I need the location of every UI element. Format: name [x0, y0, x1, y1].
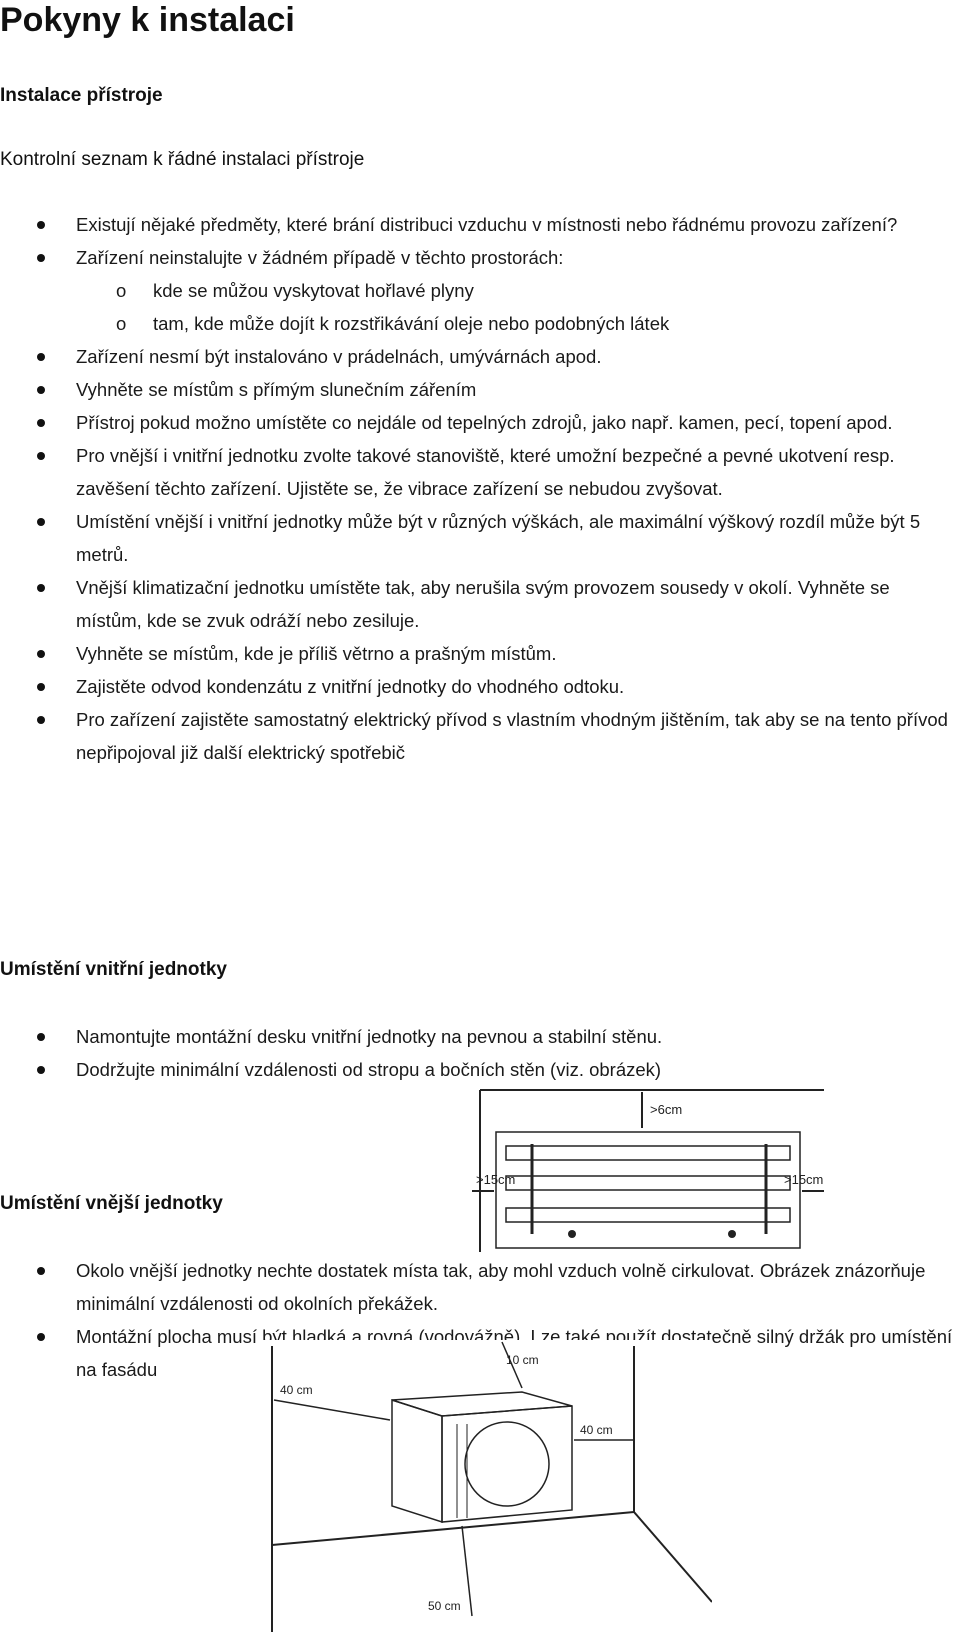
section-heading-outdoor-unit: Umístění vnější jednotky: [0, 1193, 223, 1214]
list-item: Dodržujte minimální vzdálenosti od stropu a bočních stěn (viz. obrázek): [0, 1053, 960, 1086]
clearance-label-left: 40 cm: [280, 1383, 313, 1397]
list-item: Zařízení nesmí být instalováno v prádelnách, umývárnách apod.: [0, 340, 960, 373]
checklist-subheading: Kontrolní seznam k řádné instalaci přístroje: [0, 149, 365, 170]
list-item: Zajistěte odvod kondenzátu z vnitřní jednotky do vhodného odtoku.: [0, 670, 960, 703]
list-subitem-text: tam, kde může dojít k rozstřikávání oleje nebo podobných látek: [153, 313, 670, 334]
clearance-label-left: >15cm: [476, 1172, 516, 1187]
clearance-label-bottom: 50 cm: [428, 1599, 461, 1613]
list-item: Zařízení neinstalujte v žádném případě v těchto prostorách:: [0, 241, 960, 274]
checklist: [0, 208, 960, 769]
clearance-label-right: 40 cm: [580, 1423, 613, 1437]
list-item: Pro zařízení zajistěte samostatný elektrický přívod s vlastním vhodným jištěním, tak aby se na tento přívod nepřipojoval již další elektrický spotřebič: [0, 703, 960, 769]
section-heading-indoor-unit: Umístění vnitřní jednotky: [0, 959, 227, 980]
list-item: Okolo vnější jednotky nechte dostatek místa tak, aby mohl vzduch volně cirkulovat. Obrázek znázorňuje minimální vzdálenosti od okolních překážek.: [0, 1254, 960, 1320]
section-heading-installation: Instalace přístroje: [0, 85, 163, 106]
list-item: Vyhněte se místům s přímým slunečním zářením: [0, 373, 960, 406]
clearance-label-right: >15cm: [784, 1172, 824, 1187]
list-item: Pro vnější i vnitřní jednotku zvolte takové stanoviště, které umožní bezpečné a pevné ukotvení resp. zavěšení těchto zařízení. Ujistěte se, že vibrace zařízení se nebudou zvyšovat.: [0, 439, 960, 505]
clearance-label-top: 10 cm: [506, 1353, 539, 1367]
clearance-label-top: >6cm: [650, 1102, 683, 1117]
indoor-unit-clearance-figure: [472, 1084, 824, 1252]
page-title: Pokyny k instalaci: [0, 1, 295, 39]
list-item: Montážní plocha musí být hladká a rovná (vodovážně). Lze také použít dostatečně silný držák pro umístění na fasádu: [0, 1320, 960, 1386]
outdoor-unit-clearance-figure: [262, 1340, 712, 1632]
list-subitem-text: kde se můžou vyskytovat hořlavé plyny: [153, 280, 474, 301]
list-subitem: [0, 274, 960, 307]
list-item: Přístroj pokud možno umístěte co nejdále od tepelných zdrojů, jako např. kamen, pecí, topení apod.: [0, 406, 960, 439]
list-item: Vnější klimatizační jednotku umístěte tak, aby nerušila svým provozem sousedy v okolí. Vyhněte se místům, kde se zvuk odráží nebo zesiluje.: [0, 571, 960, 637]
list-item: Umístění vnější i vnitřní jednotky může být v různých výškách, ale maximální výškový rozdíl může být 5 metrů.: [0, 505, 960, 571]
sub-bullet-marker: o: [116, 313, 127, 334]
indoor-unit-list: [0, 1020, 960, 1086]
sub-bullet-marker: o: [116, 280, 127, 301]
list-item: Namontujte montážní desku vnitřní jednotky na pevnou a stabilní stěnu.: [0, 1020, 960, 1053]
list-item: Vyhněte se místům, kde je příliš větrno a prašným místům.: [0, 637, 960, 670]
list-item: Existují nějaké předměty, které brání distribuci vzduchu v místnosti nebo řádnému provozu zařízení?: [0, 208, 960, 241]
list-subitem: [0, 307, 960, 340]
